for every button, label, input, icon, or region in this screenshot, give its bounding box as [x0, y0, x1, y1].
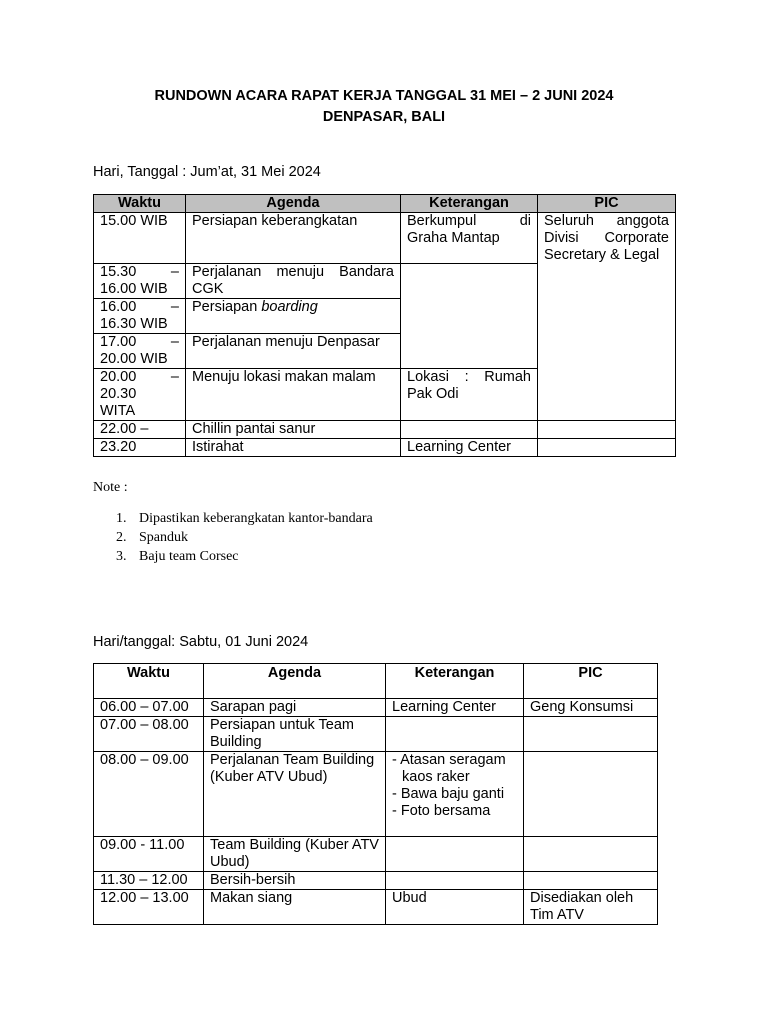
note-list — [116, 509, 373, 566]
cell-pic — [524, 872, 658, 890]
cell-agenda: Perjalanan Team Building (Kuber ATV Ubud) — [204, 752, 386, 837]
day2-heading: Hari/tanggal: Sabtu, 01 Juni 2024 — [93, 634, 309, 650]
column-header: Keterangan — [401, 195, 538, 213]
cell-agenda — [186, 264, 401, 299]
cell-keterangan — [386, 717, 524, 752]
list-number: 2. — [116, 530, 127, 545]
keterangan-item: Atasan seragam kaos raker — [400, 752, 506, 785]
cell-waktu-line: 16.30 WIB — [100, 316, 168, 332]
cell-agenda: Persiapan untuk Team Building — [204, 717, 386, 752]
cell-pic-line: Seluruh anggota — [544, 213, 669, 229]
cell-waktu-line: 16.00 – — [100, 299, 179, 315]
column-header: PIC — [538, 195, 676, 213]
title-line-2: DENPASAR, BALI — [322, 109, 446, 125]
cell-agenda: Makan siang — [204, 890, 386, 925]
cell-agenda — [186, 299, 401, 334]
cell-waktu: 22.00 – — [94, 421, 186, 439]
agenda-emphasis: boarding — [261, 299, 318, 315]
cell-keterangan — [386, 872, 524, 890]
list-item: - Foto bersama — [392, 803, 491, 819]
list-number: 3. — [116, 549, 127, 564]
cell-keterangan: Ubud — [386, 890, 524, 925]
cell-waktu: 15.00 WIB — [94, 213, 186, 264]
cell-waktu-line: 16.00 WIB — [100, 281, 168, 297]
table-row — [94, 717, 658, 752]
cell-waktu: 23.20 — [94, 439, 186, 457]
cell-agenda: Bersih-bersih — [204, 872, 386, 890]
table-row — [94, 421, 676, 439]
note-item-text: Dipastikan keberangkatan kantor-bandara — [139, 511, 373, 526]
cell-keterangan — [386, 752, 524, 837]
table-header-row — [94, 195, 676, 213]
keterangan-item: Foto bersama — [400, 803, 491, 819]
cell-waktu-line: 20.00 WIB — [100, 351, 168, 367]
list-number: 1. — [116, 511, 127, 526]
table-row — [94, 439, 676, 457]
cell-pic: Disediakan oleh Tim ATV — [524, 890, 658, 925]
cell-agenda: Perjalanan menuju Denpasar — [186, 334, 401, 369]
cell-waktu — [94, 369, 186, 421]
column-header: PIC — [524, 664, 658, 699]
cell-waktu: 08.00 – 09.00 — [94, 752, 204, 837]
cell-waktu: 11.30 – 12.00 — [94, 872, 204, 890]
cell-waktu — [94, 334, 186, 369]
table-row — [94, 213, 676, 264]
cell-agenda: Chillin pantai sanur — [186, 421, 401, 439]
cell-agenda-line: Perjalanan menuju Bandara — [192, 264, 394, 280]
cell-keterangan: Learning Center — [401, 439, 538, 457]
agenda-text: Persiapan — [192, 299, 262, 315]
note-item-text: Baju team Corsec — [139, 549, 239, 564]
cell-waktu-line: 20.30 — [100, 386, 137, 402]
cell-agenda: Menuju lokasi makan malam — [186, 369, 401, 421]
day2-table — [93, 663, 658, 925]
list-item — [116, 547, 373, 566]
cell-waktu — [94, 299, 186, 334]
cell-keterangan — [386, 837, 524, 872]
column-header: Waktu — [94, 195, 186, 213]
column-header: Agenda — [186, 195, 401, 213]
cell-keterangan — [401, 421, 538, 439]
table-row — [94, 837, 658, 872]
cell-agenda: Sarapan pagi — [204, 699, 386, 717]
cell-waktu: 07.00 – 08.00 — [94, 717, 204, 752]
keterangan-list — [392, 752, 517, 820]
table-row — [94, 699, 658, 717]
column-header: Keterangan — [386, 664, 524, 699]
list-item: - Atasan seragam kaos raker — [392, 752, 506, 785]
cell-keterangan-line: Berkumpul di — [407, 213, 531, 229]
cell-pic — [538, 213, 676, 421]
cell-keterangan-line: Lokasi : Rumah — [407, 369, 531, 385]
cell-pic — [524, 837, 658, 872]
day1-table — [93, 194, 676, 457]
note-label: Note : — [93, 480, 128, 495]
cell-waktu: 12.00 – 13.00 — [94, 890, 204, 925]
cell-agenda: Team Building (Kuber ATV Ubud) — [204, 837, 386, 872]
table-header-row — [94, 664, 658, 699]
cell-waktu — [94, 264, 186, 299]
cell-waktu: 09.00 - 11.00 — [94, 837, 204, 872]
cell-pic — [538, 439, 676, 457]
cell-agenda: Istirahat — [186, 439, 401, 457]
cell-waktu: 06.00 – 07.00 — [94, 699, 204, 717]
day1-heading: Hari, Tanggal : Jum’at, 31 Mei 2024 — [93, 164, 321, 180]
keterangan-item: Bawa baju ganti — [400, 786, 505, 802]
title-line-1: RUNDOWN ACARA RAPAT KERJA TANGGAL 31 MEI – 2 JUNI 2024 — [154, 88, 614, 104]
list-item — [116, 528, 373, 547]
cell-pic — [524, 752, 658, 837]
cell-keterangan — [401, 264, 538, 369]
column-header: Waktu — [94, 664, 204, 699]
cell-waktu-line: 20.00 – — [100, 369, 179, 385]
table-row — [94, 752, 658, 837]
cell-waktu-line: 17.00 – — [100, 334, 179, 350]
cell-pic — [524, 717, 658, 752]
cell-pic: Geng Konsumsi — [524, 699, 658, 717]
column-header: Agenda — [204, 664, 386, 699]
document-title — [0, 86, 768, 128]
cell-pic — [538, 421, 676, 439]
cell-agenda: Persiapan keberangkatan — [186, 213, 401, 264]
cell-agenda-line: CGK — [192, 281, 224, 297]
cell-keterangan-line: Graha Mantap — [407, 230, 500, 246]
list-item — [116, 509, 373, 528]
cell-waktu-line: WITA — [100, 403, 136, 419]
cell-keterangan — [401, 213, 538, 264]
cell-pic-line: Divisi Corporate — [544, 230, 669, 246]
cell-keterangan — [401, 369, 538, 421]
cell-keterangan: Learning Center — [386, 699, 524, 717]
table-row — [94, 890, 658, 925]
note-item-text: Spanduk — [139, 530, 188, 545]
table-row — [94, 872, 658, 890]
cell-pic-line: Secretary & Legal — [544, 247, 660, 263]
cell-keterangan-line: Pak Odi — [407, 386, 459, 402]
list-item: - Bawa baju ganti — [392, 786, 505, 802]
cell-waktu-line: 15.30 – — [100, 264, 179, 280]
